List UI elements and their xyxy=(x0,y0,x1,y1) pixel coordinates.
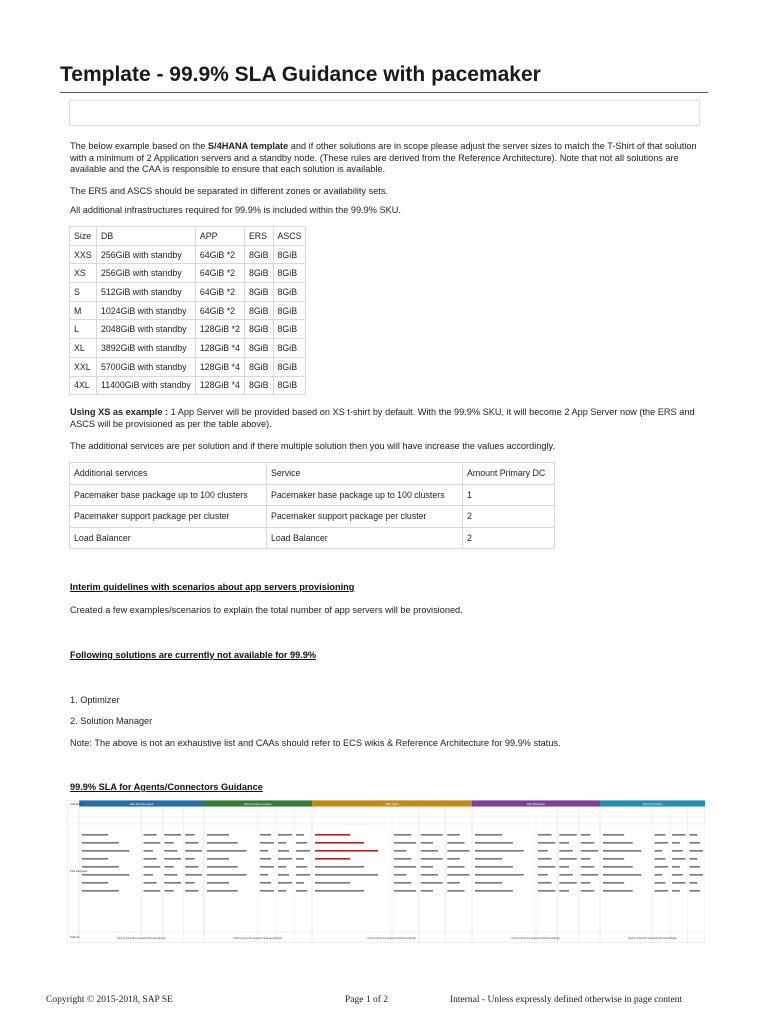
text-line-placeholder xyxy=(690,890,701,892)
table-cell: 8GiB xyxy=(273,245,306,264)
table-cell: Pacemaker support package per cluster xyxy=(267,506,463,528)
intro-prefix: The below example based on the xyxy=(70,141,208,151)
table-cell: 8GiB xyxy=(273,357,306,376)
text-line-placeholder xyxy=(603,866,633,868)
text-line-placeholder xyxy=(185,834,194,836)
text-line-placeholder xyxy=(421,874,438,876)
size-header-cell: APP xyxy=(195,227,244,246)
services-table xyxy=(69,462,555,549)
text-line-placeholder xyxy=(278,850,289,852)
table-cell: 8GiB xyxy=(273,301,306,320)
text-line-placeholder xyxy=(672,874,683,876)
text-line-placeholder xyxy=(690,874,704,876)
text-line-placeholder xyxy=(296,858,304,860)
text-line-placeholder xyxy=(421,858,443,860)
text-line-placeholder xyxy=(538,890,555,892)
services-table-header xyxy=(70,463,555,485)
footer-page-number: Page 1 of 2 xyxy=(345,995,389,1005)
text-line-placeholder xyxy=(672,890,680,892)
table-cell: XL xyxy=(70,339,97,358)
text-line-placeholder xyxy=(207,882,229,884)
text-line-placeholder xyxy=(447,882,459,884)
text-line-placeholder xyxy=(278,874,289,876)
text-line-placeholder xyxy=(164,866,173,868)
interim-heading: Interim guidelines with scenarios about app servers provisioning xyxy=(70,582,355,592)
text-line-placeholder xyxy=(82,842,119,844)
text-line-placeholder xyxy=(538,850,548,852)
text-line-placeholder xyxy=(559,858,576,860)
table-cell: 8GiB xyxy=(273,339,306,358)
agent-group-note: CAA to price the required infra accordingly. xyxy=(367,937,417,940)
text-line-placeholder xyxy=(603,874,641,876)
size-header-cell: ERS xyxy=(244,227,273,246)
text-line-placeholder xyxy=(447,850,469,852)
infra-note: All additional infrastructures required for 99.9% is included within the 99.9% SKU. xyxy=(70,205,401,215)
table-cell: 128GiB *4 xyxy=(195,376,244,395)
size-table xyxy=(69,226,306,395)
text-line-placeholder xyxy=(82,858,108,860)
table-row xyxy=(70,527,555,549)
text-line-placeholder xyxy=(447,890,464,892)
table-cell: Pacemaker base package up to 100 clusters xyxy=(267,484,463,506)
text-line-placeholder xyxy=(164,858,181,860)
example-text: 1 App Server will be provided based on XS t-shirt by default. With the 99.9% SKU, it will become 2 App Server now (the ERS and ASCS will be provisioned as per the table above). xyxy=(70,407,695,429)
table-cell: 128GiB *2 xyxy=(195,320,244,339)
text-line-placeholder xyxy=(672,850,683,852)
services-header-cell: Service xyxy=(267,463,463,485)
text-line-placeholder xyxy=(185,850,202,852)
table-row xyxy=(70,376,306,395)
text-line-placeholder xyxy=(475,866,513,868)
text-line-placeholder xyxy=(394,858,411,860)
text-line-placeholder xyxy=(278,842,286,844)
size-table-header xyxy=(70,227,306,246)
table-cell: 8GiB xyxy=(244,339,273,358)
text-line-placeholder xyxy=(538,882,552,884)
text-line-placeholder xyxy=(581,890,595,892)
table-cell: 8GiB xyxy=(273,376,306,395)
table-row xyxy=(70,245,306,264)
text-line-placeholder xyxy=(447,874,469,876)
agent-group-title: Web Dispatcher xyxy=(526,803,546,806)
table-cell: L xyxy=(70,320,97,339)
text-line-placeholder xyxy=(475,882,502,884)
text-line-placeholder xyxy=(144,890,161,892)
text-line-placeholder xyxy=(207,890,238,892)
interim-text: Created a few examples/scenarios to explain the total number of app servers will be provisioned. xyxy=(70,605,463,615)
text-line-placeholder xyxy=(690,882,698,884)
text-line-placeholder xyxy=(672,858,686,860)
table-cell: 1024GiB with standby xyxy=(97,301,196,320)
text-line-placeholder xyxy=(559,882,576,884)
table-cell: XXL xyxy=(70,357,97,376)
text-line-placeholder xyxy=(690,834,698,836)
text-line-placeholder xyxy=(296,874,310,876)
text-line-placeholder xyxy=(581,834,591,836)
text-line-placeholder xyxy=(82,834,108,836)
text-line-placeholder xyxy=(581,866,595,868)
size-header-cell: Size xyxy=(70,227,97,246)
text-line-placeholder xyxy=(655,890,669,892)
table-cell: 64GiB *2 xyxy=(195,301,244,320)
text-line-placeholder xyxy=(260,874,268,876)
text-line-placeholder xyxy=(447,858,459,860)
example-paragraph xyxy=(70,407,710,430)
row-label-model: PCE Model xyxy=(70,803,84,806)
table-cell: 8GiB xyxy=(244,245,273,264)
table-cell: 256GiB with standby xyxy=(97,245,196,264)
text-line-placeholder xyxy=(394,866,416,868)
text-line-placeholder xyxy=(296,842,307,844)
text-line-placeholder xyxy=(690,850,704,852)
table-cell: 8GiB xyxy=(244,283,273,302)
text-line-placeholder xyxy=(185,866,198,868)
text-line-placeholder xyxy=(475,858,502,860)
list-item: 1. Optimizer xyxy=(70,695,120,705)
text-line-placeholder xyxy=(260,842,274,844)
text-line-placeholder xyxy=(185,858,194,860)
agent-group-title: SRC Agent xyxy=(385,803,399,806)
table-cell: Load Balancer xyxy=(267,527,463,549)
text-line-placeholder xyxy=(559,874,573,876)
text-line-placeholder xyxy=(82,874,129,876)
ers-note: The ERS and ASCS should be separated in different zones or availability sets. xyxy=(70,186,389,196)
text-line-placeholder xyxy=(475,874,524,876)
text-line-placeholder xyxy=(447,834,459,836)
text-line-placeholder xyxy=(559,842,569,844)
intro-bold: S/4HANA template xyxy=(207,141,289,151)
text-line-placeholder xyxy=(538,858,552,860)
text-line-placeholder xyxy=(164,834,181,836)
text-line-placeholder xyxy=(581,858,591,860)
text-line-placeholder xyxy=(207,874,247,876)
text-line-placeholder xyxy=(82,882,108,884)
table-cell: 8GiB xyxy=(273,320,306,339)
text-line-placeholder xyxy=(164,874,177,876)
text-line-placeholder xyxy=(207,858,229,860)
text-line-placeholder xyxy=(315,890,364,892)
size-header-cell: DB xyxy=(97,227,196,246)
text-line-placeholder xyxy=(260,890,274,892)
text-line-placeholder xyxy=(690,842,701,844)
text-line-placeholder xyxy=(144,882,157,884)
text-line-placeholder xyxy=(603,890,633,892)
text-line-placeholder xyxy=(394,842,416,844)
table-cell: Load Balancer xyxy=(70,527,267,549)
text-line-placeholder xyxy=(164,882,181,884)
text-line-placeholder xyxy=(185,890,198,892)
agent-group-title: Cloud Connector xyxy=(642,803,663,806)
agents-sla-table xyxy=(67,800,705,943)
text-line-placeholder xyxy=(315,858,350,860)
intro-paragraph xyxy=(70,141,710,176)
intro-suffix: and if other solutions are in scope please adjust the server sizes to match the T-Shirt of that solution with a minimum of 2 Application servers and a standby node. (These rules are derived from the Reference Architecture). Note that not all solutions are available and the CAA is responsible to ensure that each solution is available. xyxy=(70,141,697,174)
table-cell: 64GiB *2 xyxy=(195,245,244,264)
text-line-placeholder xyxy=(672,834,686,836)
unavailable-note: Note: The above is not an exhaustive list and CAAs should refer to ECS wikis & Reference Architecture for 99.9% status. xyxy=(70,738,561,748)
table-cell: XXS xyxy=(70,245,97,264)
agent-group-title: Data Provisioning Agent xyxy=(244,803,272,806)
text-line-placeholder xyxy=(394,874,406,876)
table-cell: 8GiB xyxy=(244,320,273,339)
table-cell: S xyxy=(70,283,97,302)
text-line-placeholder xyxy=(185,842,198,844)
table-cell: 8GiB xyxy=(244,357,273,376)
text-line-placeholder xyxy=(603,858,624,860)
title-divider xyxy=(60,92,708,93)
text-line-placeholder xyxy=(315,866,364,868)
agent-group-note: CAA to price the required infra accordingly. xyxy=(233,937,283,940)
text-line-placeholder xyxy=(278,858,292,860)
table-cell: 1 xyxy=(463,484,555,506)
text-line-placeholder xyxy=(559,866,569,868)
table-row xyxy=(70,301,306,320)
row-label-ha: PCE HA xyxy=(70,936,80,939)
text-line-placeholder xyxy=(82,866,119,868)
text-line-placeholder xyxy=(296,850,310,852)
page-title: Template - 99.9% SLA Guidance with pacemaker xyxy=(60,63,541,86)
text-line-placeholder xyxy=(315,874,378,876)
example-bold: Using XS as example : xyxy=(70,407,171,417)
text-line-placeholder xyxy=(296,890,307,892)
services-header-cell: Additional services xyxy=(70,463,267,485)
text-line-placeholder xyxy=(315,834,350,836)
text-line-placeholder xyxy=(164,850,177,852)
text-line-placeholder xyxy=(296,834,304,836)
text-line-placeholder xyxy=(82,890,119,892)
text-line-placeholder xyxy=(603,850,641,852)
footer-classification: Internal - Unless expressly defined otherwise in page content xyxy=(450,995,683,1005)
text-line-placeholder xyxy=(394,882,411,884)
text-line-placeholder xyxy=(207,834,229,836)
text-line-placeholder xyxy=(260,858,271,860)
text-line-placeholder xyxy=(655,834,666,836)
text-line-placeholder xyxy=(538,842,555,844)
table-cell: 8GiB xyxy=(244,264,273,283)
empty-text-box xyxy=(69,100,700,126)
text-line-placeholder xyxy=(185,874,202,876)
text-line-placeholder xyxy=(421,834,443,836)
text-line-placeholder xyxy=(655,874,663,876)
text-line-placeholder xyxy=(690,858,698,860)
text-line-placeholder xyxy=(603,882,624,884)
text-line-placeholder xyxy=(315,842,364,844)
table-cell: 11400GiB with standby xyxy=(97,376,196,395)
table-cell: Pacemaker support package per cluster xyxy=(70,506,267,528)
text-line-placeholder xyxy=(672,882,686,884)
text-line-placeholder xyxy=(559,850,573,852)
list-item: 2. Solution Manager xyxy=(70,716,153,726)
footer-copyright: Copyright © 2015-2018, SAP SE xyxy=(46,995,173,1005)
text-line-placeholder xyxy=(672,842,680,844)
text-line-placeholder xyxy=(82,850,129,852)
text-line-placeholder xyxy=(655,842,669,844)
text-line-placeholder xyxy=(144,850,153,852)
table-cell: 8GiB xyxy=(244,376,273,395)
size-header-cell: ASCS xyxy=(273,227,306,246)
text-line-placeholder xyxy=(278,890,286,892)
text-line-placeholder xyxy=(475,890,513,892)
text-line-placeholder xyxy=(185,882,194,884)
additional-note: The additional services are per solution and if there multiple solution then you will have increase the values accordingly. xyxy=(70,441,555,451)
table-row xyxy=(70,506,555,528)
table-row xyxy=(70,283,306,302)
text-line-placeholder xyxy=(296,882,304,884)
agent-group-note: CAA to price the required infra accordingly. xyxy=(116,937,167,940)
text-line-placeholder xyxy=(655,866,669,868)
agent-group-note: CAA to price the required infra accordingly. xyxy=(627,937,678,940)
text-line-placeholder xyxy=(144,834,157,836)
text-line-placeholder xyxy=(260,834,271,836)
text-line-placeholder xyxy=(421,842,433,844)
table-cell: 2 xyxy=(463,506,555,528)
text-line-placeholder xyxy=(447,866,464,868)
text-line-placeholder xyxy=(394,850,406,852)
table-cell: 64GiB *2 xyxy=(195,264,244,283)
text-line-placeholder xyxy=(581,874,598,876)
text-line-placeholder xyxy=(603,842,633,844)
text-line-placeholder xyxy=(278,866,286,868)
text-line-placeholder xyxy=(655,882,666,884)
table-row xyxy=(70,339,306,358)
text-line-placeholder xyxy=(421,882,443,884)
unavailable-heading: Following solutions are currently not available for 99.9% xyxy=(70,650,317,660)
table-cell: 128GiB *4 xyxy=(195,357,244,376)
text-line-placeholder xyxy=(144,874,153,876)
table-cell: 5700GiB with standby xyxy=(97,357,196,376)
text-line-placeholder xyxy=(421,866,433,868)
text-line-placeholder xyxy=(144,858,157,860)
text-line-placeholder xyxy=(672,866,680,868)
text-line-placeholder xyxy=(581,850,598,852)
text-line-placeholder xyxy=(260,866,274,868)
table-cell: 2 xyxy=(463,527,555,549)
table-cell: 4XL xyxy=(70,376,97,395)
row-label-packages: PCE Packages xyxy=(70,870,88,873)
text-line-placeholder xyxy=(559,834,576,836)
table-row xyxy=(70,320,306,339)
agent-group-title: Data Services Agent xyxy=(129,803,154,806)
text-line-placeholder xyxy=(581,882,591,884)
table-cell: 8GiB xyxy=(273,283,306,302)
text-line-placeholder xyxy=(447,842,464,844)
table-row xyxy=(70,264,306,283)
text-line-placeholder xyxy=(144,842,161,844)
agent-group-note: CAA to price the required infra accordingly. xyxy=(511,937,561,940)
text-line-placeholder xyxy=(164,842,173,844)
text-line-placeholder xyxy=(421,890,433,892)
text-line-placeholder xyxy=(475,850,524,852)
text-line-placeholder xyxy=(207,842,238,844)
text-line-placeholder xyxy=(655,858,666,860)
text-line-placeholder xyxy=(296,866,307,868)
table-cell: 8GiB xyxy=(273,264,306,283)
text-line-placeholder xyxy=(475,842,513,844)
text-line-placeholder xyxy=(394,890,416,892)
text-line-placeholder xyxy=(581,842,595,844)
text-line-placeholder xyxy=(278,882,292,884)
text-line-placeholder xyxy=(315,850,378,852)
text-line-placeholder xyxy=(278,834,292,836)
text-line-placeholder xyxy=(260,882,271,884)
table-cell: 512GiB with standby xyxy=(97,283,196,302)
text-line-placeholder xyxy=(655,850,663,852)
text-line-placeholder xyxy=(603,834,624,836)
table-cell: 64GiB *2 xyxy=(195,283,244,302)
agents-heading: 99.9% SLA for Agents/Connectors Guidance xyxy=(70,782,263,792)
text-line-placeholder xyxy=(690,866,701,868)
text-line-placeholder xyxy=(421,850,438,852)
table-cell: 2048GiB with standby xyxy=(97,320,196,339)
table-row xyxy=(70,357,306,376)
text-line-placeholder xyxy=(559,890,569,892)
services-header-cell: Amount Primary DC xyxy=(463,463,555,485)
text-line-placeholder xyxy=(144,866,161,868)
table-cell: 8GiB xyxy=(244,301,273,320)
text-line-placeholder xyxy=(315,882,350,884)
table-cell: 256GiB with standby xyxy=(97,264,196,283)
text-line-placeholder xyxy=(394,834,411,836)
text-line-placeholder xyxy=(207,850,247,852)
table-cell: XS xyxy=(70,264,97,283)
text-line-placeholder xyxy=(207,866,238,868)
table-row xyxy=(70,484,555,506)
text-line-placeholder xyxy=(260,850,268,852)
text-line-placeholder xyxy=(475,834,502,836)
table-cell: 128GiB *4 xyxy=(195,339,244,358)
table-cell: Pacemaker base package up to 100 clusters xyxy=(70,484,267,506)
table-cell: M xyxy=(70,301,97,320)
text-line-placeholder xyxy=(164,890,173,892)
table-cell: 3892GiB with standby xyxy=(97,339,196,358)
text-line-placeholder xyxy=(538,834,552,836)
text-line-placeholder xyxy=(538,874,548,876)
text-line-placeholder xyxy=(538,866,555,868)
